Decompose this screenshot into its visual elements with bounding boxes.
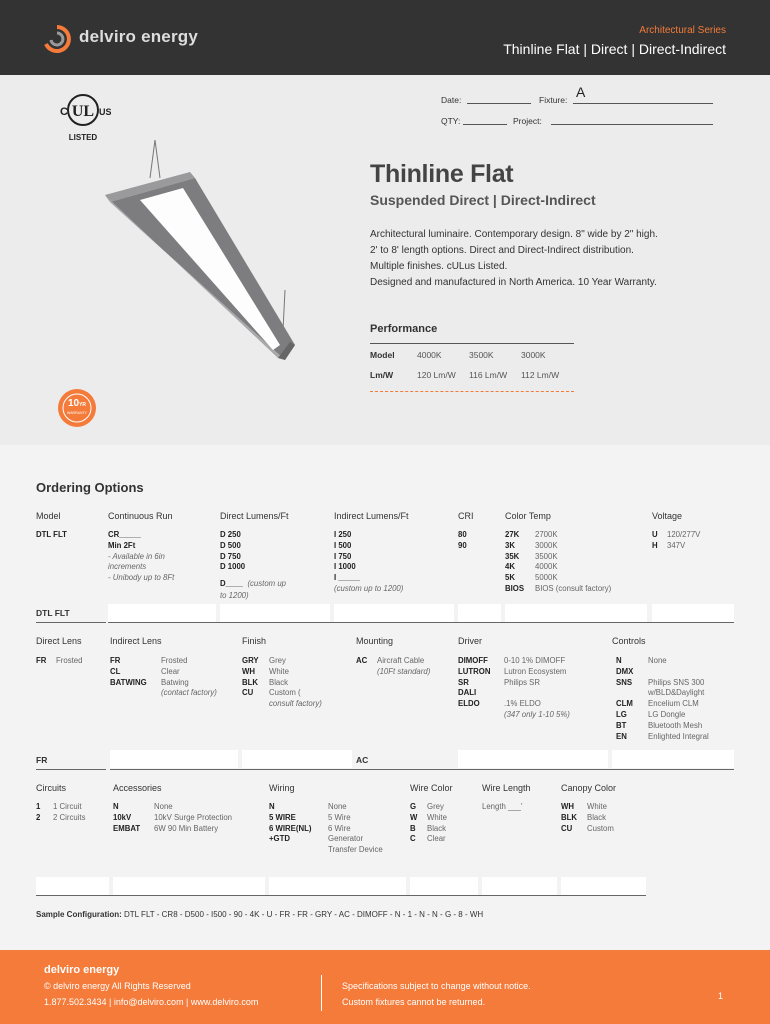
fixture-field[interactable] xyxy=(573,103,713,104)
model-value: 4000K xyxy=(417,350,442,360)
finish-code: CU xyxy=(242,688,254,698)
finish-desc: Grey xyxy=(269,656,286,665)
warranty-word: WARRANTY xyxy=(67,411,87,415)
color-temp-desc: 4000K xyxy=(535,562,558,572)
canopy-color-input[interactable] xyxy=(561,877,646,895)
product-subtitle: Suspended Direct | Direct-Indirect xyxy=(370,192,596,208)
wiring-descs xyxy=(328,802,383,856)
control-desc: LG Dongle xyxy=(648,709,686,719)
page-number: 1 xyxy=(718,991,724,1001)
ul-mark-icon xyxy=(55,93,111,127)
driver-note: (347 only 1-10 5%) xyxy=(504,709,570,719)
description-line: Multiple finishes. cULus Listed. xyxy=(370,261,508,272)
brand-name: delviro energy xyxy=(79,27,199,46)
culus-listed-logo xyxy=(55,93,111,142)
circuits-input[interactable] xyxy=(36,877,109,895)
indirect-lens-desc: Clear xyxy=(161,666,180,676)
finish-code: WH xyxy=(242,666,255,676)
row1-underline xyxy=(108,622,734,623)
accessory-desc: 10kV Surge Protection xyxy=(154,812,233,822)
direct-lumens-options xyxy=(220,530,286,602)
wiring-code: +GTD xyxy=(269,834,291,844)
control-code: SNS xyxy=(616,677,633,687)
row2-direct-lens-underline xyxy=(36,769,106,770)
project-label: Project: xyxy=(513,116,542,126)
wire-color-code: C xyxy=(410,834,416,844)
ordering-title: Ordering Options xyxy=(36,480,144,495)
footer-divider xyxy=(321,975,322,1011)
color-temp-code: 4K xyxy=(505,562,515,572)
accessory-descs xyxy=(154,802,232,834)
row2-underline xyxy=(110,769,734,770)
mounting-desc: Aircraft Cable xyxy=(377,656,425,665)
indirect-lens-desc: Batwing xyxy=(161,677,189,687)
finish-input[interactable] xyxy=(242,750,352,768)
control-code: LG xyxy=(616,709,627,719)
color-temp-code: 5K xyxy=(505,573,515,583)
model-label: Model xyxy=(370,350,395,360)
warranty-badge xyxy=(57,388,97,428)
col-header-driver: Driver xyxy=(458,636,482,646)
description-line: Designed and manufactured in North America. 10 Year Warranty. xyxy=(370,277,657,288)
footer-notice: Custom fixtures cannot be returned. xyxy=(342,997,486,1007)
qty-field[interactable] xyxy=(463,124,507,125)
color-temp-code: 35K xyxy=(505,551,520,561)
color-temp-desc: 3500K xyxy=(535,551,558,561)
control-desc: None xyxy=(648,656,667,665)
cr-min: Min 2Ft xyxy=(108,540,136,550)
cri-code: 80 xyxy=(458,530,467,539)
finish-descs xyxy=(269,656,322,710)
direct-lumen-code: D 500 xyxy=(220,540,241,550)
wiring-desc: 6 Wire xyxy=(328,823,351,833)
row1-model-underline xyxy=(36,622,106,623)
col-header-circuits: Circuits xyxy=(36,783,67,793)
cr-note: increments xyxy=(108,562,147,572)
col-header-direct-lens: Direct Lens xyxy=(36,636,82,646)
control-code: BT xyxy=(616,720,627,730)
warranty-years: 10YR xyxy=(67,398,87,409)
col-header-continuous-run: Continuous Run xyxy=(108,511,173,521)
description-line: Architectural luminaire. Contemporary design. 8" wide by 2" high. xyxy=(370,229,658,240)
col-header-model: Model xyxy=(36,511,61,521)
driver-desc xyxy=(504,688,570,699)
listed-text: LISTED xyxy=(68,133,98,142)
circuit-code: 1 xyxy=(36,802,41,811)
col-header-indirect-lumens: Indirect Lumens/Ft xyxy=(334,511,409,521)
indirect-lens-input[interactable] xyxy=(110,750,238,768)
cri-input[interactable] xyxy=(458,604,501,622)
sample-configuration xyxy=(36,910,483,919)
canopy-desc: Black xyxy=(587,812,607,822)
canopy-desc: Custom xyxy=(587,823,614,833)
accessories-input[interactable] xyxy=(113,877,265,895)
circuit-desc: 2 Circuits xyxy=(53,812,86,822)
cr-note: - Available in 6in xyxy=(108,551,165,561)
canopy-codes xyxy=(561,802,577,834)
accessory-desc: None xyxy=(154,802,173,811)
col-header-mounting: Mounting xyxy=(356,636,394,646)
controls-input[interactable] xyxy=(612,750,734,768)
voltage-desc: 347V xyxy=(667,540,686,550)
finish-note: consult factory) xyxy=(269,699,322,709)
performance-dashed-divider xyxy=(370,391,574,392)
circuit-desc: 1 Circuit xyxy=(53,802,82,811)
c-text: C xyxy=(60,106,68,118)
finish-desc: Black xyxy=(269,677,289,687)
lmw-value: 116 Lm/W xyxy=(469,370,508,380)
control-code xyxy=(616,688,633,699)
col-header-direct-lumens: Direct Lumens/Ft xyxy=(220,511,289,521)
wiring-input[interactable] xyxy=(269,877,406,895)
direct-lens-code: FR xyxy=(36,656,47,665)
canopy-code: BLK xyxy=(561,812,578,822)
driver-desc: .1% ELDO xyxy=(504,699,541,709)
wire-color-code: B xyxy=(410,823,416,833)
direct-custom-note-2: to 1200) xyxy=(220,591,249,601)
cr-note: - Unibody up to 8Ft xyxy=(108,573,175,583)
direct-custom-code: D____ xyxy=(220,579,243,589)
wiring-code: 5 WIRE xyxy=(269,812,296,822)
driver-desc: Lutron Ecosystem xyxy=(504,666,567,676)
page-header xyxy=(0,0,770,75)
indirect-lumen-code: I 1000 xyxy=(334,562,356,572)
driver-desc: 0-10 1% DIMOFF xyxy=(504,656,566,665)
accessory-desc: 6W 90 Min Battery xyxy=(154,823,219,833)
finish-desc: White xyxy=(269,666,289,676)
cri-options xyxy=(458,530,467,552)
footer-contact[interactable]: 1.877.502.3434 | info@delviro.com | www.delviro.com xyxy=(44,997,259,1007)
col-header-canopy-color: Canopy Color xyxy=(561,783,617,793)
canopy-desc: White xyxy=(587,802,607,811)
cri-code: 90 xyxy=(458,540,467,550)
accessory-code: EMBAT xyxy=(113,823,141,833)
sample-label: Sample Configuration: xyxy=(36,910,122,919)
direct-lens-desc: Frosted xyxy=(56,656,83,665)
indirect-lens-code: CL xyxy=(110,666,121,676)
driver-code: DALI xyxy=(458,688,477,698)
description-line: 2' to 8' length options. Direct and Direct-Indirect distribution. xyxy=(370,245,634,256)
mounting-note: (10Ft standard) xyxy=(377,666,431,676)
color-temp-descs xyxy=(535,530,611,595)
driver-code: SR xyxy=(458,677,469,687)
driver-input[interactable] xyxy=(458,750,608,768)
row2-direct-lens-selection: FR xyxy=(36,755,48,765)
wire-color-desc: Grey xyxy=(427,802,444,811)
control-desc: w/BLD&Daylight xyxy=(648,688,705,698)
performance-title: Performance xyxy=(370,323,438,335)
control-desc: Enlighted Integral xyxy=(648,731,709,741)
wiring-note: Transfer Device xyxy=(328,845,383,855)
continuous-run-options xyxy=(108,530,174,584)
wire-color-code: W xyxy=(410,812,418,822)
series-label: Architectural Series xyxy=(639,25,726,36)
lmw-value: 112 Lm/W xyxy=(521,370,560,380)
direct-custom-note: (custom up xyxy=(247,579,287,589)
indirect-lens-codes xyxy=(110,656,147,688)
color-temp-code: 3K xyxy=(505,540,515,550)
fixture-label: Fixture: xyxy=(539,95,568,105)
control-desc xyxy=(648,667,709,678)
wire-color-desc: White xyxy=(427,812,447,822)
direct-lumen-code: D 750 xyxy=(220,551,241,561)
finish-desc: Custom ( xyxy=(269,688,301,698)
accessory-code: N xyxy=(113,802,119,811)
wiring-codes xyxy=(269,802,311,845)
color-temp-desc: 3000K xyxy=(535,540,558,550)
indirect-lumens-input[interactable] xyxy=(334,604,454,622)
driver-code: DIMOFF xyxy=(458,656,488,665)
indirect-lens-descs xyxy=(161,656,217,699)
date-field[interactable] xyxy=(467,103,531,104)
direct-lumens-input[interactable] xyxy=(220,604,330,622)
indirect-lens-note: (contact factory) xyxy=(161,688,217,698)
delviro-logo-icon xyxy=(42,24,72,54)
lmw-value: 120 Lm/W xyxy=(417,370,456,380)
wire-length-option: Length ___' xyxy=(482,802,523,811)
control-desc: Philips SNS 300 xyxy=(648,677,705,687)
wiring-desc: None xyxy=(328,802,347,811)
footer-brand: delviro energy xyxy=(44,964,120,976)
date-label: Date: xyxy=(441,95,462,105)
ul-text: UL xyxy=(71,103,95,120)
col-header-cri: CRI xyxy=(458,511,474,521)
indirect-lens-desc: Frosted xyxy=(161,656,188,665)
lmw-label: Lm/W xyxy=(370,370,394,380)
indirect-lens-code: BATWING xyxy=(110,677,147,687)
product-title: Thinline Flat xyxy=(370,160,514,188)
color-temp-desc: 5000K xyxy=(535,573,558,583)
control-code: EN xyxy=(616,731,627,741)
wiring-desc: 5 Wire xyxy=(328,812,351,822)
col-header-finish: Finish xyxy=(242,636,267,646)
wiring-code: 6 WIRE(NL) xyxy=(269,823,312,833)
col-header-color-temp: Color Temp xyxy=(505,511,551,521)
control-code: DMX xyxy=(616,666,634,676)
indirect-lens-code: FR xyxy=(110,656,121,665)
driver-codes xyxy=(458,656,490,710)
wiring-desc: Generator xyxy=(328,834,364,844)
direct-lumen-code: D 250 xyxy=(220,530,241,539)
row3-underline xyxy=(36,895,646,896)
wire-color-input[interactable] xyxy=(410,877,478,895)
wire-color-code: G xyxy=(410,802,417,811)
model-value: 3000K xyxy=(521,350,546,360)
sample-value: DTL FLT - CR8 - D500 - I500 - 90 - 4K - U - FR - FR - GRY - AC - DIMOFF - N - 1 - N - N - G - 8 - WH xyxy=(124,910,484,919)
voltage-descs xyxy=(667,530,700,552)
row1-model-selection: DTL FLT xyxy=(36,608,70,618)
product-description xyxy=(370,227,720,291)
driver-code: LUTRON xyxy=(458,666,491,676)
mounting-descs xyxy=(377,656,430,678)
footer-notice: Specifications subject to change without notice. xyxy=(342,981,531,991)
col-header-wiring: Wiring xyxy=(269,783,295,793)
accessory-code: 10kV xyxy=(113,812,132,822)
col-header-wire-color: Wire Color xyxy=(410,783,453,793)
model-code: DTL FLT xyxy=(36,530,67,539)
fixture-illustration xyxy=(95,140,305,390)
accessory-codes xyxy=(113,802,140,834)
control-code: CLM xyxy=(616,699,633,709)
finish-codes xyxy=(242,656,259,699)
page-footer xyxy=(0,950,770,1024)
control-codes xyxy=(616,656,633,742)
indirect-lumens-options xyxy=(334,530,403,595)
indirect-custom-note: (custom up to 1200) xyxy=(334,583,404,593)
performance-divider xyxy=(370,343,574,344)
wire-color-codes xyxy=(410,802,417,845)
color-temp-codes xyxy=(505,530,524,595)
control-desc: Bluetooth Mesh xyxy=(648,720,703,730)
voltage-code: H xyxy=(652,540,658,550)
row2-mounting-selection: AC xyxy=(356,755,369,765)
project-field[interactable] xyxy=(551,124,713,125)
direct-lumen-code: D 1000 xyxy=(220,562,246,572)
col-header-voltage: Voltage xyxy=(652,511,683,521)
col-header-wire-length: Wire Length xyxy=(482,783,531,793)
canopy-descs xyxy=(587,802,614,834)
driver-code: ELDO xyxy=(458,699,480,709)
canopy-code: WH xyxy=(561,802,574,811)
col-header-controls: Controls xyxy=(612,636,646,646)
col-header-accessories: Accessories xyxy=(113,783,162,793)
color-temp-desc: 2700K xyxy=(535,530,558,539)
cr-code: CR_____ xyxy=(108,530,141,539)
circuit-codes xyxy=(36,802,40,824)
col-header-indirect-lens: Indirect Lens xyxy=(110,636,162,646)
finish-code: BLK xyxy=(242,677,259,687)
indirect-lumen-code: I 750 xyxy=(334,551,352,561)
voltage-desc: 120/277V xyxy=(667,530,701,539)
canopy-code: CU xyxy=(561,823,573,833)
wire-length-input[interactable] xyxy=(482,877,557,895)
voltage-input[interactable] xyxy=(652,604,734,622)
header-title: Thinline Flat | Direct | Direct-Indirect xyxy=(503,41,726,57)
circuit-code: 2 xyxy=(36,812,41,822)
wire-color-descs xyxy=(427,802,447,845)
fixture-value: A xyxy=(576,84,586,100)
qty-label: QTY: xyxy=(441,116,461,126)
indirect-lumen-code: I 250 xyxy=(334,530,352,539)
wire-color-desc: Black xyxy=(427,823,447,833)
color-temp-desc: BIOS (consult factory) xyxy=(535,583,612,593)
circuit-descs xyxy=(53,802,86,824)
color-temp-input[interactable] xyxy=(505,604,647,622)
control-desc: Encelium CLM xyxy=(648,699,699,709)
footer-copyright: © delviro energy All Rights Reserved xyxy=(44,981,191,991)
control-code: N xyxy=(616,656,622,665)
driver-descs xyxy=(504,656,570,721)
mounting-code: AC xyxy=(356,656,368,665)
wire-color-desc: Clear xyxy=(427,834,446,844)
driver-desc: Philips SR xyxy=(504,677,540,687)
control-descs xyxy=(648,656,709,742)
color-temp-code: 27K xyxy=(505,530,520,539)
indirect-lumen-code: I _____ xyxy=(334,573,361,583)
voltage-codes xyxy=(652,530,658,552)
indirect-lumen-code: I 500 xyxy=(334,540,352,550)
continuous-run-input[interactable] xyxy=(108,604,216,622)
us-text: US xyxy=(99,107,111,117)
wiring-code: N xyxy=(269,802,275,811)
voltage-code: U xyxy=(652,530,658,539)
finish-code: GRY xyxy=(242,656,259,665)
color-temp-code: BIOS xyxy=(505,583,525,593)
model-value: 3500K xyxy=(469,350,494,360)
